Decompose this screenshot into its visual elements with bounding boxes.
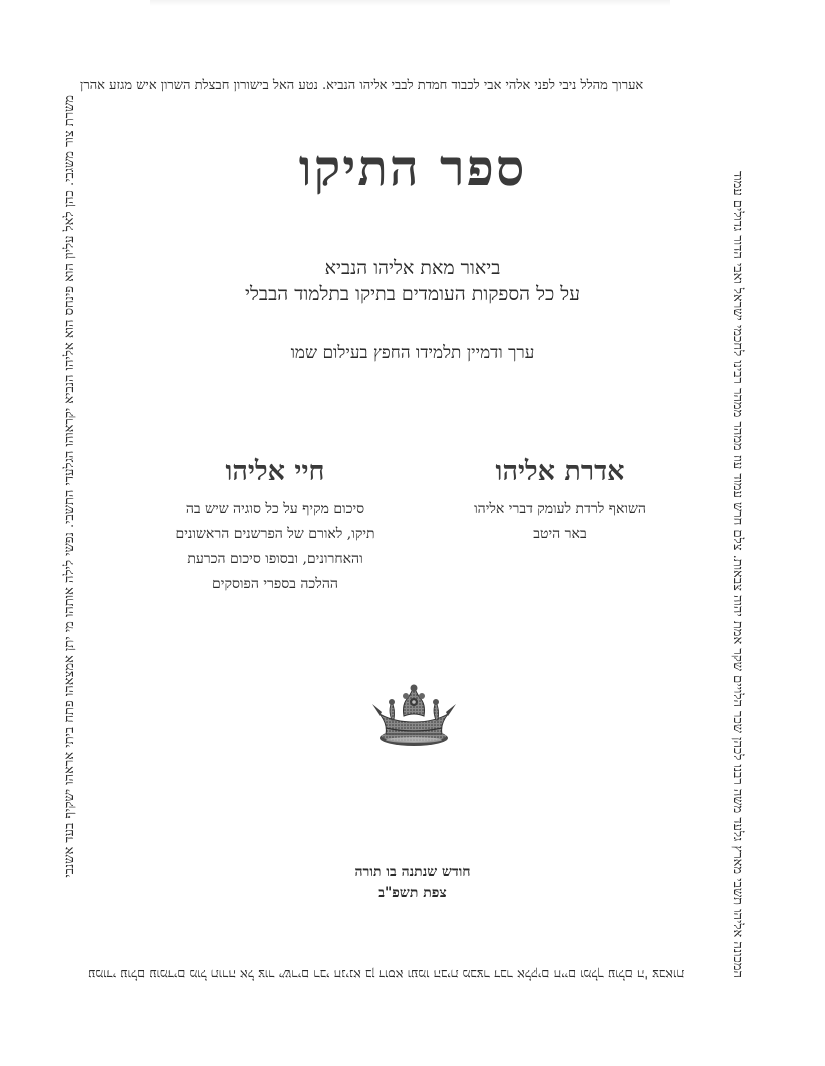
publication-month: חודש שנתנה בו תורה	[354, 864, 471, 880]
publication-place-year: צפת תשפ"ב	[378, 885, 447, 901]
book-title: ספר התיקו	[298, 138, 527, 197]
border-text-left: משרת צור משגבי. כהן לאל עליון הוא פינחס הוא אליהו הנביא יקראוהו הגלעדי התשבי. נפשי לילה אותהו מי יתן אמצאהו פתח ביתי אראהו ישקיף בעד אשנבי	[62, 95, 77, 878]
subtitle-line-2: על כל הספקות העומדים בתיקו בתלמוד הבבלי	[245, 283, 580, 305]
section-description-line: והאחרונים, ובסופו סיכום הכרעת	[187, 551, 363, 567]
border-text-top: אערוך מהלל ניבי לפני אלהי אבי לכבוד חמדת לבבי אליהו הנביא. נטע האל בישורון חבצלת השרון איש מגזע אהרן	[80, 78, 644, 93]
section-description-line: באר היטב	[533, 526, 587, 542]
subtitle-line-1: ביאור מאת אליהו הנביא	[324, 257, 501, 279]
section-aderet-eliyahu	[440, 455, 680, 547]
section-heading: אדרת אליהו	[495, 456, 625, 487]
border-text-right: המכונה אליהו תשבי מארץ גלעד משה רבנו לכהן שכר הלויים שקר אמת יהוה צבאות. צלם חרש עמוד עוז ממהר ממהר רבינו לחכמי ישראל ואבי הדור גדולים עמוד	[730, 171, 745, 978]
section-description-line: סיכום מקיף על כל סוגיה שיש בה	[185, 501, 365, 517]
section-heading: חיי אליהו	[225, 456, 325, 487]
crown-icon	[368, 682, 460, 752]
editor-credit: ערך ודמיין תלמידו החפץ בעילום שמו	[290, 343, 535, 363]
section-chayei-eliyahu	[140, 455, 410, 597]
border-text-bottom: עמודי עולם עומדים מול תורה אל צור ישרים רבי חנינא בן דוסא ועמו הבית מבצר דבר אלקים חיים ומלך עולם ה' צבאות	[88, 966, 685, 981]
section-description-line: תיקו, לאורם של הפרשנים הראשונים	[175, 526, 375, 542]
section-description-line: ההלכה בספרי הפוסקים	[212, 576, 338, 592]
section-description-line: השואף לרדת לעומק דברי אליהו	[474, 501, 646, 517]
